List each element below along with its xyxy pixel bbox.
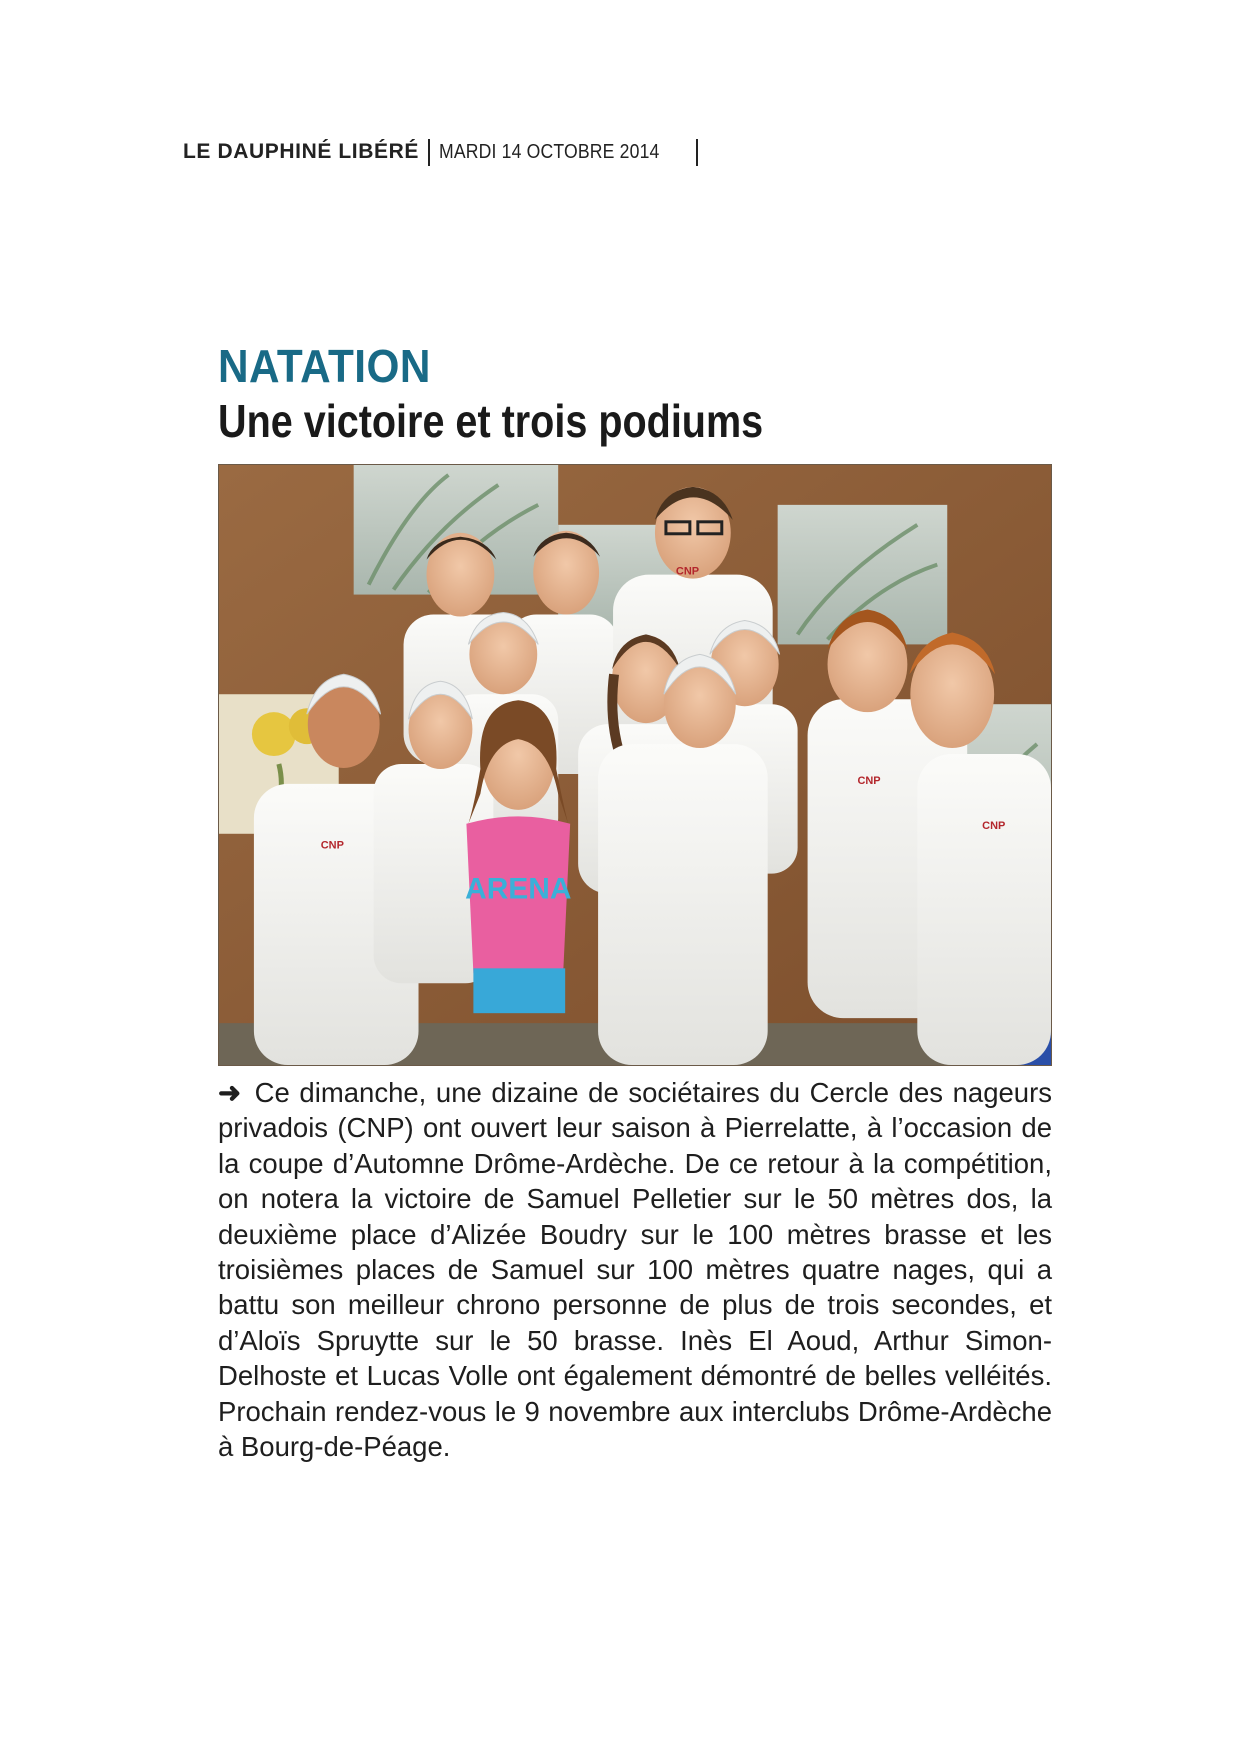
shirt-logo: CNP xyxy=(320,839,344,852)
swimsuit-print: ARENA xyxy=(465,872,572,906)
masthead xyxy=(183,135,707,169)
section-kicker: NATATION xyxy=(218,340,431,392)
publication-date: MARDI 14 OCTOBRE 2014 xyxy=(439,140,660,163)
masthead-divider xyxy=(428,139,430,166)
article-text: Ce dimanche, une dizaine de sociétaires du Cercle des nageurs privadois (CNP) ont ouvert leur saison à Pierrelatte, à l’occasion de la coupe d’Automne Drôme-Ardèche. De ce retour à la compétition, on notera la victoire de Samuel Pelletier sur le 50 mètres dos, la deuxième place d’Alizée Boudry sur le 100 mètres brasse et les troisièmes places de Samuel sur 100 mètres quatre nages, qui a battu son meilleur chrono personne de plus de trois secondes, et d’Aloïs Spruytte sur le 50 brasse. Inès El Aoud, Arthur Simon-Delhoste et Lucas Volle ont également démontré de belles velléités. Prochain rendez-vous le 9 novembre aux interclubs Drôme-Ardèche à Bourg-de-Péage. xyxy=(218,1077,1052,1463)
newspaper-name: LE DAUPHINÉ LIBÉRÉ xyxy=(183,140,419,163)
article-body xyxy=(218,1075,1052,1464)
masthead-divider-end xyxy=(696,139,698,166)
shirt-logo: CNP xyxy=(675,565,700,578)
arrow-right-icon: ➜ xyxy=(218,1077,242,1108)
team-photo-illustration xyxy=(219,465,1051,1065)
article-headline: Une victoire et trois podiums xyxy=(218,395,764,447)
shirt-logo: CNP xyxy=(982,819,1006,832)
team-photo xyxy=(218,464,1052,1066)
shirt-logo: CNP xyxy=(857,774,881,787)
